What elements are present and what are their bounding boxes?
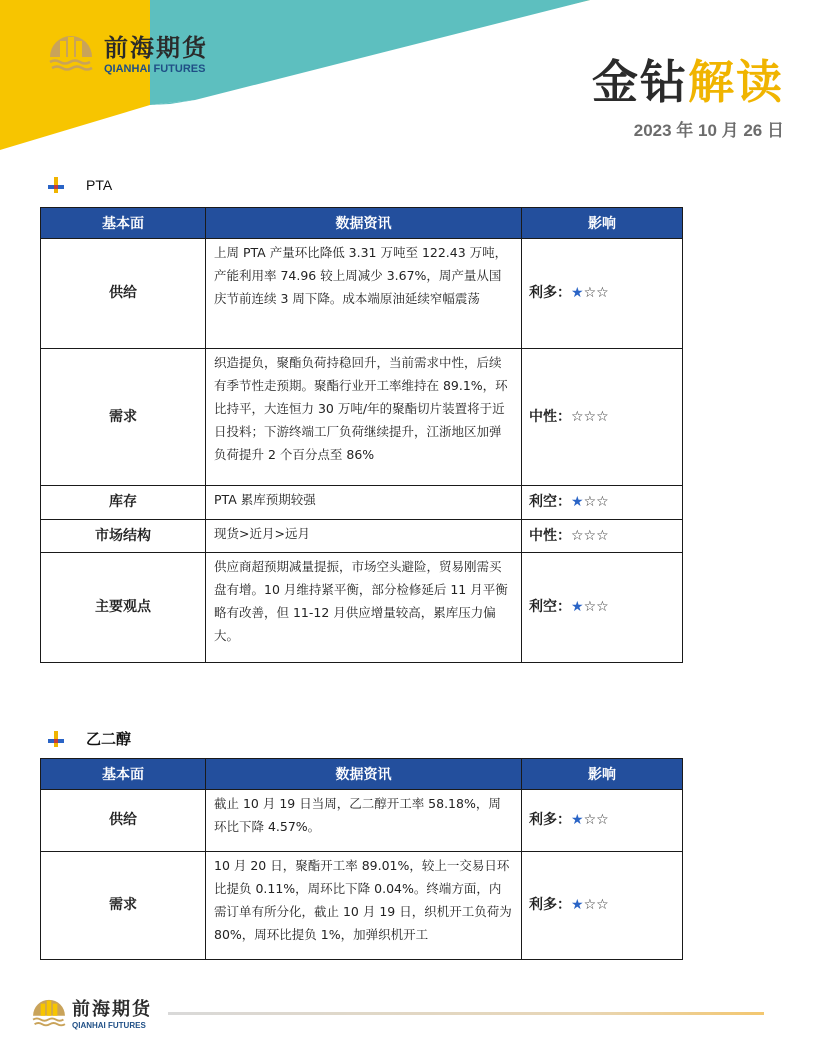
- section-title: 乙二醇: [86, 730, 132, 748]
- row-impact: [522, 553, 683, 663]
- section-marker-icon: [48, 177, 64, 193]
- report-title-part2: 解读: [688, 55, 784, 109]
- row-category: 需求: [41, 349, 206, 486]
- section-heading-pta: [48, 177, 112, 193]
- section-heading-meg: [48, 728, 131, 749]
- table-header-row: [41, 759, 683, 790]
- row-category: 需求: [41, 852, 206, 960]
- report-title-part1: 金钻: [592, 55, 688, 109]
- row-info: PTA 累库预期较强: [206, 486, 522, 520]
- table-row: [41, 553, 683, 663]
- table-row: [41, 486, 683, 520]
- section-marker-icon: [48, 731, 64, 747]
- column-header: 数据资讯: [206, 208, 522, 239]
- rating-star-empty-icon: ☆☆: [583, 812, 609, 828]
- impact-label: 利空：: [529, 599, 571, 615]
- rating-star-filled-icon: ★: [571, 812, 584, 828]
- row-info: 织造提负，聚酯负荷持稳回升，当前需求中性，后续有季节性走预期。聚酯行业开工率维持在 89.1%，环比持平，大连恒力 30 万吨/年的聚酯切片装置将于近日投料；下游终端工厂负荷继续提升，江浙地区加弹负荷提升 2 个百分点至 86%: [206, 349, 522, 486]
- impact-label: 中性：: [529, 408, 571, 425]
- row-info: 10 月 20 日，聚酯开工率 89.01%，较上一交易日环比提负 0.11%，周环比下降 0.04%。终端方面，内需订单有所分化，截止 10 月 19 日，织机开工负荷为 80%，周环比提负 1%，加弹织机开工: [206, 852, 522, 960]
- row-impact: [522, 486, 683, 520]
- footer-brand-name-en: QIANHAI FUTURES: [72, 1020, 146, 1030]
- row-impact: [522, 520, 683, 553]
- column-header: 数据资讯: [206, 759, 522, 790]
- report-date: 2023 年 10 月 26 日: [633, 121, 784, 140]
- rating-star-filled-icon: ★: [571, 494, 584, 510]
- impact-label: 利多：: [529, 285, 571, 301]
- section-title: PTA: [86, 177, 113, 193]
- row-impact: [522, 852, 683, 960]
- footer-brand-name-cn: 前海期货: [72, 998, 152, 1020]
- footer-logo: [30, 994, 152, 1030]
- row-info: 截止 10 月 19 日当周，乙二醇开工率 58.18%，周环比下降 4.57%。: [206, 790, 522, 852]
- rating-star-empty-icon: ☆☆: [583, 494, 609, 510]
- impact-label: 利空：: [529, 494, 571, 510]
- column-header: 影响: [522, 759, 683, 790]
- row-category: 供给: [41, 239, 206, 349]
- row-info: 上周 PTA 产量环比降低 3.31 万吨至 122.43 万吨，产能利用率 74.96 较上周减少 3.67%，周产量从国庆节前连续 3 周下降。成本端原油延续窄幅震荡: [206, 239, 522, 349]
- column-header: 影响: [522, 208, 683, 239]
- footer-divider: [168, 1012, 764, 1015]
- meg-table: [40, 758, 683, 960]
- impact-label: 中性：: [529, 527, 571, 544]
- rating-star-empty-icon: ☆☆: [583, 599, 609, 615]
- table-row: [41, 349, 683, 486]
- impact-label: 利多：: [529, 897, 571, 913]
- row-category: 市场结构: [41, 520, 206, 553]
- brand-logo: [46, 28, 208, 75]
- rating-star-filled-icon: ★: [571, 285, 584, 301]
- row-info: 供应商超预期减量提振，市场空头避险，贸易刚需买盘有增。10 月维持紧平衡，部分检修延后 11 月平衡略有改善，但 11-12 月供应增量较高，累库压力偏大。: [206, 553, 522, 663]
- column-header: 基本面: [41, 759, 206, 790]
- row-info: 现货>近月>远月: [206, 520, 522, 553]
- row-category: 库存: [41, 486, 206, 520]
- rating-star-filled-icon: ★: [571, 599, 584, 615]
- brand-name-en: QIANHAI FUTURES: [104, 63, 206, 75]
- report-title: [592, 46, 784, 112]
- rating-star-empty-icon: ☆☆: [583, 285, 609, 301]
- row-category: 主要观点: [41, 553, 206, 663]
- table-row: [41, 790, 683, 852]
- table-row: [41, 852, 683, 960]
- pta-table: [40, 207, 683, 663]
- column-header: 基本面: [41, 208, 206, 239]
- brand-name-cn: 前海期货: [104, 33, 208, 62]
- row-impact: [522, 790, 683, 852]
- rating-star-filled-icon: ★: [571, 897, 584, 913]
- row-impact: [522, 349, 683, 486]
- row-impact: [522, 239, 683, 349]
- logo-emblem-icon: [30, 994, 68, 1030]
- rating-star-empty-icon: ☆☆: [583, 897, 609, 913]
- logo-emblem-icon: [46, 29, 96, 75]
- row-category: 供给: [41, 790, 206, 852]
- impact-label: 利多：: [529, 812, 571, 828]
- table-row: [41, 239, 683, 349]
- table-row: [41, 520, 683, 553]
- rating-star-empty-icon: ☆☆☆: [571, 408, 609, 425]
- table-header-row: [41, 208, 683, 239]
- rating-star-empty-icon: ☆☆☆: [571, 527, 609, 544]
